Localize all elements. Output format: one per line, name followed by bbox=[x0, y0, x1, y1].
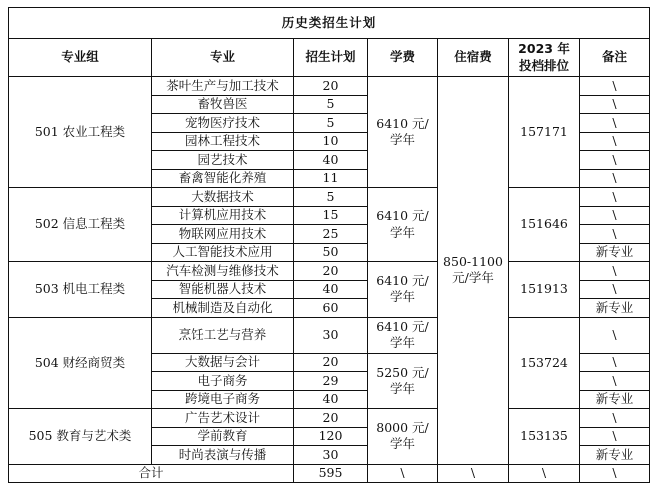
admission-rank: 157171 bbox=[509, 77, 580, 188]
title-row bbox=[9, 8, 650, 39]
tuition-fee-line: 学年 bbox=[389, 132, 415, 147]
dorm-fee bbox=[438, 77, 509, 465]
tuition-fee bbox=[368, 317, 438, 353]
note: \ bbox=[580, 95, 650, 114]
major-name: 机械制造及自动化 bbox=[152, 299, 294, 318]
plan-count: 20 bbox=[294, 77, 368, 96]
note: \ bbox=[580, 317, 650, 353]
major-name: 物联网应用技术 bbox=[152, 225, 294, 244]
plan-count: 60 bbox=[294, 299, 368, 318]
table-row bbox=[9, 409, 650, 428]
total-row bbox=[9, 464, 650, 483]
note: \ bbox=[580, 114, 650, 133]
dorm-fee-line: 850-1100 bbox=[443, 254, 503, 269]
tuition-fee-line: 5250 元/ bbox=[376, 364, 429, 380]
major-name: 学前教育 bbox=[152, 427, 294, 446]
group-name: 505 教育与艺术类 bbox=[9, 409, 152, 465]
note: \ bbox=[580, 353, 650, 372]
major-name: 计算机应用技术 bbox=[152, 206, 294, 225]
plan-count: 11 bbox=[294, 169, 368, 188]
tuition-fee-line: 学年 bbox=[389, 289, 415, 305]
plan-count: 120 bbox=[294, 427, 368, 446]
total-note: \ bbox=[580, 464, 650, 483]
tuition-fee-line: 学年 bbox=[389, 335, 415, 350]
tuition-fee-line: 学年 bbox=[389, 380, 415, 396]
major-name: 智能机器人技术 bbox=[152, 280, 294, 299]
tuition-fee-line: 8000 元/ bbox=[376, 420, 429, 435]
admission-rank: 151913 bbox=[509, 262, 580, 318]
note: \ bbox=[580, 262, 650, 281]
plan-count: 20 bbox=[294, 353, 368, 372]
tuition-fee-line: 6410 元/ bbox=[376, 115, 429, 131]
admission-rank: 153135 bbox=[509, 409, 580, 465]
header-rank-line1: 2023 年 bbox=[518, 41, 570, 57]
tuition-fee bbox=[368, 77, 438, 188]
major-name: 宠物医疗技术 bbox=[152, 114, 294, 133]
table-row bbox=[9, 317, 650, 353]
note: \ bbox=[580, 151, 650, 170]
note: 新专业 bbox=[580, 243, 650, 262]
tuition-fee-line: 6410 元/ bbox=[376, 318, 429, 334]
note: \ bbox=[580, 188, 650, 207]
plan-count: 50 bbox=[294, 243, 368, 262]
major-name: 广告艺术设计 bbox=[152, 409, 294, 428]
note: \ bbox=[580, 427, 650, 446]
note: \ bbox=[580, 132, 650, 151]
major-name: 汽车检测与维修技术 bbox=[152, 262, 294, 281]
major-name: 园林工程技术 bbox=[152, 132, 294, 151]
plan-count: 40 bbox=[294, 151, 368, 170]
major-name: 时尚表演与传播 bbox=[152, 446, 294, 465]
note: \ bbox=[580, 77, 650, 96]
plan-count: 25 bbox=[294, 225, 368, 244]
tuition-fee-line: 6410 元/ bbox=[376, 273, 429, 288]
note: \ bbox=[580, 169, 650, 188]
header-plan: 招生计划 bbox=[294, 39, 368, 77]
plan-count: 5 bbox=[294, 95, 368, 114]
header-rank-line2: 投档排位 bbox=[518, 57, 569, 73]
dorm-fee-line: 元/学年 bbox=[452, 270, 494, 286]
header-row bbox=[9, 39, 650, 77]
plan-count: 15 bbox=[294, 206, 368, 225]
major-name: 畜牧兽医 bbox=[152, 95, 294, 114]
tuition-fee bbox=[368, 353, 438, 409]
admission-rank: 151646 bbox=[509, 188, 580, 262]
major-name: 烹饪工艺与营养 bbox=[152, 317, 294, 353]
plan-count: 20 bbox=[294, 409, 368, 428]
total-rank: \ bbox=[509, 464, 580, 483]
plan-count: 5 bbox=[294, 188, 368, 207]
tuition-fee-line: 学年 bbox=[389, 436, 415, 452]
tuition-fee bbox=[368, 188, 438, 262]
major-name: 畜禽智能化养殖 bbox=[152, 169, 294, 188]
plan-count: 5 bbox=[294, 114, 368, 133]
total-plan: 595 bbox=[294, 464, 368, 483]
page-title: 历史类招生计划 bbox=[9, 8, 650, 39]
total-tuition: \ bbox=[368, 464, 438, 483]
note: \ bbox=[580, 280, 650, 299]
plan-count: 20 bbox=[294, 262, 368, 281]
table-row bbox=[9, 77, 650, 96]
group-name: 502 信息工程类 bbox=[9, 188, 152, 262]
plan-count: 10 bbox=[294, 132, 368, 151]
major-name: 电子商务 bbox=[152, 372, 294, 391]
note: \ bbox=[580, 206, 650, 225]
plan-count: 30 bbox=[294, 446, 368, 465]
tuition-fee-line: 6410 元/ bbox=[376, 208, 429, 224]
admission-plan-table bbox=[8, 7, 650, 483]
major-name: 人工智能技术应用 bbox=[152, 243, 294, 262]
plan-count: 29 bbox=[294, 372, 368, 391]
plan-count: 40 bbox=[294, 280, 368, 299]
major-name: 大数据与会计 bbox=[152, 353, 294, 372]
admission-rank: 153724 bbox=[509, 317, 580, 409]
group-name: 504 财经商贸类 bbox=[9, 317, 152, 409]
major-name: 园艺技术 bbox=[152, 151, 294, 170]
table-row bbox=[9, 188, 650, 207]
tuition-fee bbox=[368, 262, 438, 318]
tuition-fee-line: 学年 bbox=[389, 224, 415, 240]
header-tuition: 学费 bbox=[368, 39, 438, 77]
plan-count: 40 bbox=[294, 390, 368, 409]
header-note: 备注 bbox=[580, 39, 650, 77]
header-rank bbox=[509, 39, 580, 77]
note: \ bbox=[580, 225, 650, 244]
note: 新专业 bbox=[580, 446, 650, 465]
total-dorm: \ bbox=[438, 464, 509, 483]
group-name: 501 农业工程类 bbox=[9, 77, 152, 188]
note: \ bbox=[580, 409, 650, 428]
tuition-fee bbox=[368, 409, 438, 465]
group-name: 503 机电工程类 bbox=[9, 262, 152, 318]
plan-count: 30 bbox=[294, 317, 368, 353]
major-name: 大数据技术 bbox=[152, 188, 294, 207]
header-group: 专业组 bbox=[9, 39, 152, 77]
header-dorm: 住宿费 bbox=[438, 39, 509, 77]
major-name: 茶叶生产与加工技术 bbox=[152, 77, 294, 96]
note: 新专业 bbox=[580, 299, 650, 318]
note: 新专业 bbox=[580, 390, 650, 409]
total-label: 合计 bbox=[9, 464, 294, 483]
table-body bbox=[9, 77, 650, 483]
admission-plan-sheet bbox=[8, 7, 650, 483]
note: \ bbox=[580, 372, 650, 391]
major-name: 跨境电子商务 bbox=[152, 390, 294, 409]
table-row bbox=[9, 262, 650, 281]
header-major: 专业 bbox=[152, 39, 294, 77]
